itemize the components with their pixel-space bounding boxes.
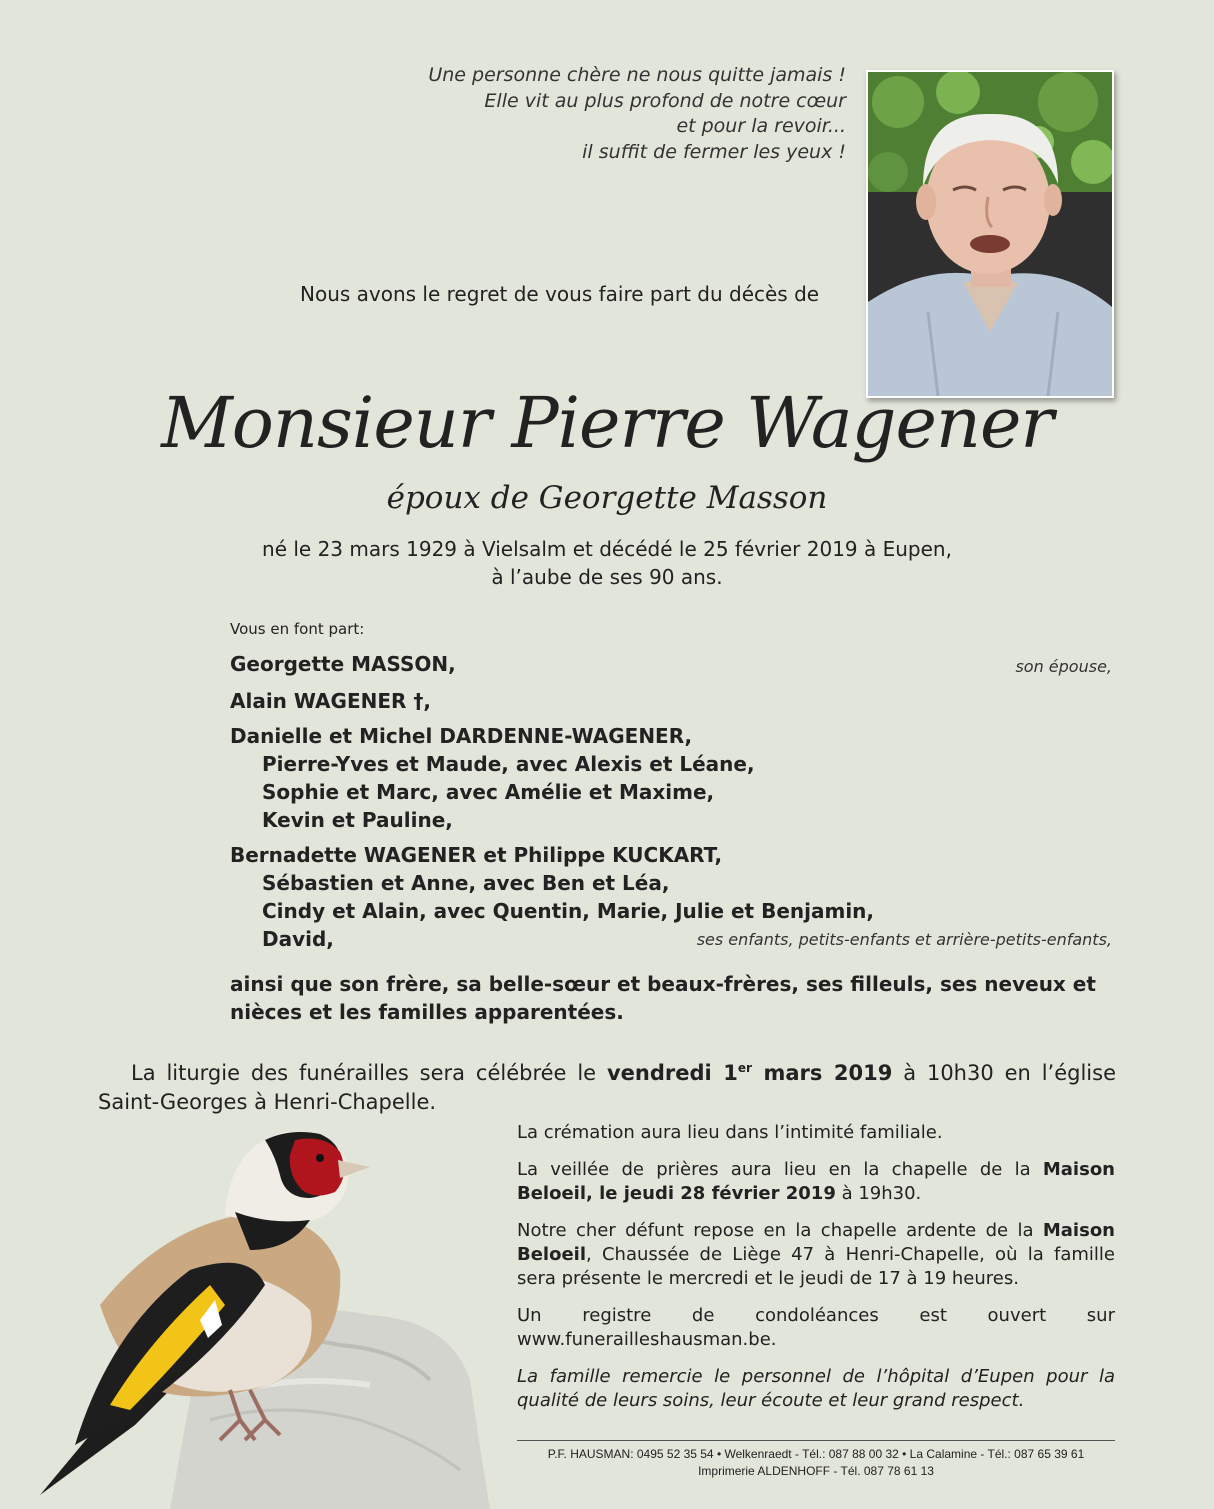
liturgy-text-end: à 10h30 en l’église Saint-Georges à Henri-Chapelle.: [98, 1061, 1117, 1114]
liturgy-text: La liturgie des funérailles sera célébrée le: [131, 1061, 607, 1085]
family-member: Sophie et Marc, avec Amélie et Maxime,: [262, 780, 715, 804]
portrait-photo: [866, 70, 1114, 398]
family-member: Sébastien et Anne, avec Ben et Léa,: [262, 871, 670, 895]
practical-info: [517, 1121, 1115, 1426]
age-line: à l’aube de ses 90 ans.: [491, 565, 723, 589]
family-member: Kevin et Pauline,: [262, 808, 453, 832]
printer-contact: Imprimerie ALDENHOFF - Tél. 087 78 61 13: [698, 1464, 934, 1478]
portrait-illustration: [868, 72, 1112, 396]
family-member: Danielle et Michel DARDENNE-WAGENER,: [230, 724, 693, 748]
funeral-home-contact: P.F. HAUSMAN: 0495 52 35 54 • Welkenraedt - Tél.: 087 88 00 32 • La Calamine - Tél.: 087 65 39 61: [547, 1447, 1085, 1461]
poem-line: et pour la revoir...: [676, 115, 846, 137]
condolence-register: Un registre de condoléances est ouvert sur www.funerailleshausman.be.: [517, 1305, 1115, 1350]
spouse-line: époux de Georgette Masson: [386, 480, 828, 516]
vigil-note: [517, 1158, 1115, 1206]
liturgy-date: vendredi 1: [606, 1061, 738, 1085]
family-member: Alain WAGENER †,: [230, 689, 431, 713]
poem: [326, 63, 846, 165]
extended-family: ainsi que son frère, sa belle-sœur et beaux-frères, ses filleuls, ses neveux et nièces et les familles apparentées.: [230, 972, 1096, 1024]
vigil-time: à 19h30.: [835, 1183, 922, 1204]
family-member: Bernadette WAGENER et Philippe KUCKART,: [230, 843, 723, 867]
poem-line: Elle vit au plus profond de notre cœur: [484, 89, 846, 112]
thanks-note: La famille remercie le personnel de l’hôpital d’Eupen pour la qualité de leurs soins, leur écoute et leur grand respect.: [517, 1366, 1115, 1411]
deceased-name: Monsieur Pierre Wagener: [161, 382, 1053, 464]
goldfinch-illustration: [40, 1120, 510, 1509]
family-member: Pierre-Yves et Maude, avec Alexis et Léane,: [262, 752, 755, 776]
viewing-text: Notre cher défunt repose en la chapelle ardente de la: [517, 1220, 1043, 1241]
vigil-place-date: Maison Beloeil, le jeudi 28 février 2019: [517, 1159, 1115, 1204]
family-member: Georgette MASSON,: [230, 652, 456, 676]
family-role: ses enfants, petits-enfants et arrière-petits-enfants,: [696, 930, 1112, 949]
announce-label: Vous en font part:: [230, 620, 365, 638]
intro-text: Nous avons le regret de vous faire part du décès de: [300, 282, 820, 306]
family-member: David,: [262, 927, 334, 951]
viewing-note: [517, 1219, 1115, 1291]
vigil-text: La veillée de prières aura lieu en la chapelle de la: [517, 1159, 1043, 1180]
viewing-details: , Chaussée de Liège 47 à Henri-Chapelle, où la famille sera présente le mercredi et le jeudi de 17 à 19 heures.: [517, 1244, 1115, 1289]
liturgy-date-suffix: er: [737, 1061, 752, 1075]
liturgy-date-month: mars 2019: [751, 1061, 893, 1085]
family-member: Cindy et Alain, avec Quentin, Marie, Julie et Benjamin,: [262, 899, 875, 923]
liturgy-notice: [98, 1054, 1116, 1117]
family-role: son épouse,: [1015, 657, 1112, 676]
viewing-place: Maison Beloeil: [517, 1220, 1115, 1265]
dates-line: né le 23 mars 1929 à Vielsalm et décédé le 25 février 2019 à Eupen,: [262, 537, 952, 561]
footer-divider: [517, 1440, 1115, 1441]
birth-death-dates: [0, 535, 1214, 591]
poem-line: Une personne chère ne nous quitte jamais !: [428, 64, 846, 86]
cremation-note: La crémation aura lieu dans l’intimité familiale.: [517, 1122, 943, 1143]
poem-line: il suffit de fermer les yeux !: [582, 140, 846, 163]
